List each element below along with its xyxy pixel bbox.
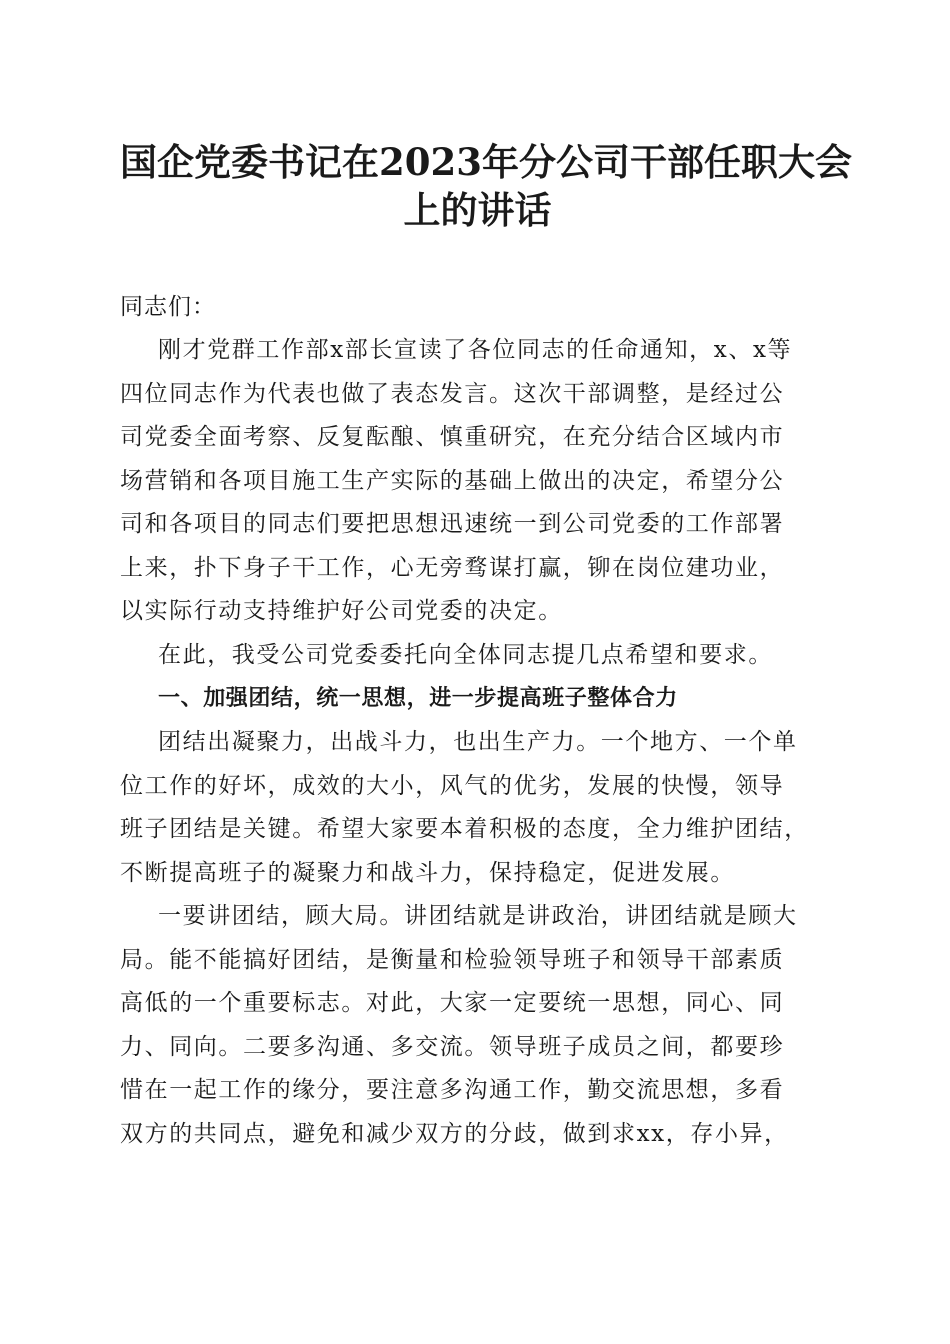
text-line: 四位同志作为代表也做了表态发言。这次干部调整，是经过公 xyxy=(120,380,785,407)
text-line: 高低的一个重要标志。对此，大家一定要统一思想，同心、同 xyxy=(120,990,785,1016)
text-line: 不断提高班子的凝聚力和战斗力，保持稳定，促进发展。 xyxy=(120,859,735,886)
paragraph-appointment xyxy=(120,329,835,634)
text-line: 司党委全面考察、反复酝酿、慎重研究，在充分结合区域内市 xyxy=(120,424,785,450)
document-page xyxy=(120,0,852,1156)
text-line: 司和各项目的同志们要把思想迅速统一到公司党委的工作部署 xyxy=(120,511,785,537)
text-line: 班子团结是关键。希望大家要本着积极的态度，全力维护团结， xyxy=(120,816,809,842)
title-line-2: 上的讲话 xyxy=(403,188,552,232)
title-line-1: 国企党委书记在2023年分公司干部任职大会 xyxy=(120,140,852,184)
text-line: 位工作的好坏，成效的大小，风气的优劣，发展的快慢，领导 xyxy=(120,772,785,799)
text-line: 双方的共同点，避免和减少双方的分歧，做到求xx，存小异， xyxy=(120,1120,789,1147)
text-line: 在此，我受公司党委委托向全体同志提几点希望和要求。 xyxy=(158,641,773,668)
salutation: 同志们： xyxy=(120,294,216,320)
text-line: 上来，扑下身子干工作，心无旁骛谋打赢，铆在岗位建功业， xyxy=(120,554,785,581)
text-line: 场营销和各项目施工生产实际的基础上做出的决定，希望分公 xyxy=(120,467,785,494)
paragraph-unity xyxy=(120,721,835,895)
text-line: 力、同向。二要多沟通、多交流。领导班子成员之间，都要珍 xyxy=(120,1033,785,1060)
text-line: 一要讲团结，顾大局。讲团结就是讲政治，讲团结就是顾大 xyxy=(158,903,798,929)
paragraph-requirements-intro xyxy=(120,634,835,678)
document-title xyxy=(120,138,852,234)
text-line: 以实际行动支持维护好公司党委的决定。 xyxy=(120,598,563,624)
paragraph-requirements xyxy=(120,895,835,1156)
text-line: 惜在一起工作的缘分，要注意多沟通工作，勤交流思想，多看 xyxy=(120,1077,785,1103)
text-line: 团结出凝聚力，出战斗力，也出生产力。一个地方、一个单 xyxy=(158,729,798,755)
text-line: 刚才党群工作部x部长宣读了各位同志的任命通知，x、x等 xyxy=(158,337,793,363)
text-line: 局。能不能搞好团结，是衡量和检验领导班子和领导干部素质 xyxy=(120,946,785,973)
section-heading: 一、加强团结，统一思想，进一步提高班子整体合力 xyxy=(158,686,678,711)
